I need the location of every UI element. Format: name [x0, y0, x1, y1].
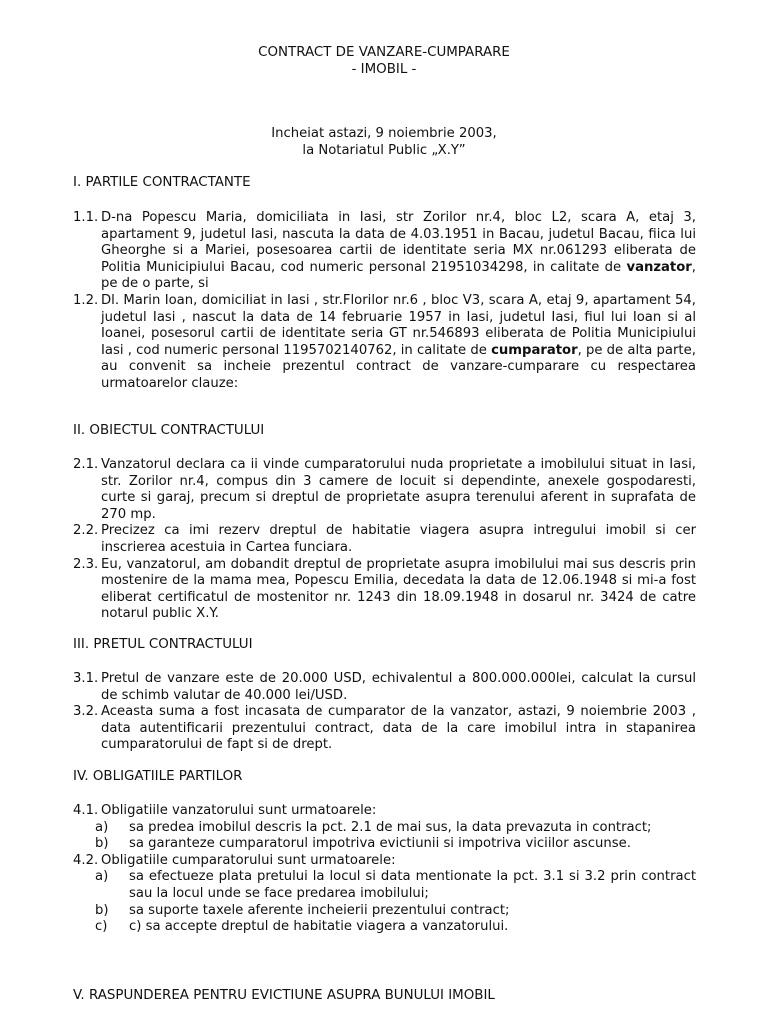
clause-1-1	[73, 210, 696, 293]
list-text: sa garanteze cumparatorul impotriva evictiunii si impotriva viciilor ascunse.	[129, 836, 631, 852]
list-letter: a)	[95, 869, 109, 885]
clause-number: 4.1.	[73, 803, 99, 818]
title-line-1: CONTRACT DE VANZARE-CUMPARARE	[258, 45, 510, 60]
section-heading-4: IV. OBLIGATIILE PARTILOR	[73, 769, 243, 784]
clause-4-2	[73, 853, 696, 870]
clause-text: Vanzatorul declara ca ii vinde cumparatorului nuda proprietate a imobilului situat in Iasi, str. Zorilor nr.4, compus din 3 camere de locuit si dependinte, anexele gospodaresti, curte si garaj, precum si dreptul de proprietate asupra terenului aferent in suprafata de 270 mp.	[101, 457, 696, 522]
clause-text: Pretul de vanzare este de 20.000 USD, echivalentul a 800.000.000lei, calculat la cursul de schimb valutar de 40.000 lei/USD.	[101, 671, 696, 703]
clause-3-1	[73, 671, 696, 704]
section-4-body	[73, 803, 696, 936]
list-letter: c)	[95, 919, 108, 935]
title-line-2: - IMOBIL -	[351, 62, 417, 77]
clause-number: 2.3.	[73, 556, 99, 572]
clause-number: 3.2.	[73, 704, 99, 720]
clause-number: 4.2.	[73, 852, 99, 868]
section-3-body	[73, 671, 696, 754]
clause-number: 3.1.	[73, 671, 99, 686]
clause-text: Eu, vanzatorul, am dobandit dreptul de proprietate asupra imobilului mai sus descris prin mostenire de la mama mea, Popescu Emilia, decedata la data de 12.06.1948 si mi-a fost eliberat certificatul de mostenitor nr. 1243 din 18.09.1948 in dosarul nr. 3424 de catre notarul public X.Y.	[101, 556, 696, 622]
intro-line-2: la Notariatul Public „X.Y”	[302, 142, 466, 158]
clause-text: D-na Popescu Maria, domiciliata in Iasi, str Zorilor nr.4, bloc L2, scara A, etaj 3, apartament 9, judetul Iasi, nascuta la data de 4.03.1951 in Bacau, judetul Bacau, fiica lui Gheorghe si a Mariei, posesoarea cartii de identitate seria MX nr.061293 eliberata de Politia Municipiului Bacau, cod numeric personal 21951034298, in calitate de	[101, 210, 696, 275]
clause-tail: , pe de alta parte,	[577, 342, 696, 358]
clause-text: Obligatiile vanzatorului sunt urmatoarele:	[101, 803, 377, 818]
list-text: sa efectueze plata pretului la locul si data mentionate la pct. 3.1 si 3.2 prin contract sau la locul unde se face predarea imobilului;	[129, 869, 696, 901]
clause-1-2	[73, 293, 696, 359]
clause-4-1	[73, 803, 696, 820]
clause-2-1	[73, 457, 696, 523]
list-letter: a)	[95, 819, 109, 835]
intro-line-1: Incheiat astazi, 9 noiembrie 2003,	[271, 126, 497, 141]
clause-text: Precizez ca imi rezerv dreptul de habitatie viagera asupra intregului imobil si cer inscrierea acestuia in Cartea funciara.	[101, 523, 696, 555]
section-heading-5: V. RASPUNDEREA PENTRU EVICTIUNE ASUPRA BUNULUI IMOBIL	[73, 988, 495, 1003]
clause-number: 1.2.	[73, 292, 99, 308]
section-2-body	[73, 457, 696, 623]
clause-text: Obligatiile cumparatorului sunt urmatoarele:	[101, 852, 396, 868]
list-text: sa suporte taxele aferente incheierii prezentului contract;	[129, 902, 510, 918]
section-heading-2: II. OBIECTUL CONTRACTULUI	[73, 423, 265, 438]
section-1-body	[73, 210, 696, 393]
clause-text: Aceasta suma a fost incasata de cumparator de la vanzator, astazi, 9 noiembrie 2003 , data autentificarii prezentului contract, data de la care imobilul intra in stapanirea cumparatorului de fapt si de drept.	[101, 704, 696, 753]
clause-bold-term: vanzator	[626, 259, 692, 275]
clause-number: 2.1.	[73, 457, 99, 472]
list-text: c) sa accepte dreptul de habitatie viagera a vanzatorului.	[129, 919, 509, 935]
clause-4-1-a	[73, 820, 696, 837]
section-heading-1: I. PARTILE CONTRACTANTE	[73, 175, 251, 190]
clause-number: 1.1.	[73, 210, 99, 225]
clause-2-2	[73, 523, 696, 556]
contract-intro	[0, 126, 768, 159]
section-1-closing: au convenit sa incheie prezentul contract de vanzare-cumparare cu respectarea urmatoarelor clauze:	[101, 359, 696, 391]
clause-4-1-b	[73, 836, 696, 853]
list-text: sa predea imobilul descris la pct. 2.1 de mai sus, la data prevazuta in contract;	[129, 819, 652, 835]
clause-4-2-a	[73, 869, 696, 902]
clause-number: 2.2.	[73, 523, 99, 539]
clause-tail: , pe de o parte, si	[101, 259, 696, 292]
clause-bold-term: cumparator	[491, 342, 578, 358]
contract-title	[0, 45, 768, 79]
clause-2-3	[73, 557, 696, 623]
clause-4-2-b	[73, 903, 696, 920]
section-heading-3: III. PRETUL CONTRACTULUI	[73, 637, 253, 652]
list-letter: b)	[95, 902, 109, 918]
clause-3-2	[73, 704, 696, 754]
clause-text: Dl. Marin Ioan, domiciliat in Iasi , str.Florilor nr.6 , bloc V3, scara A, etaj 9, apartament 54, judetul Iasi , nascut la data de 14 februarie 1957 in Iasi, judetul Iasi, fiul lui Ioan si al Ioanei, posesorul cartii de identitate seria GT nr.546893 eliberata de Politia Municipiului Iasi , cod numeric personal 1195702140762, in calitate de	[101, 292, 696, 358]
list-letter: b)	[95, 836, 109, 852]
clause-4-2-c	[73, 919, 696, 936]
